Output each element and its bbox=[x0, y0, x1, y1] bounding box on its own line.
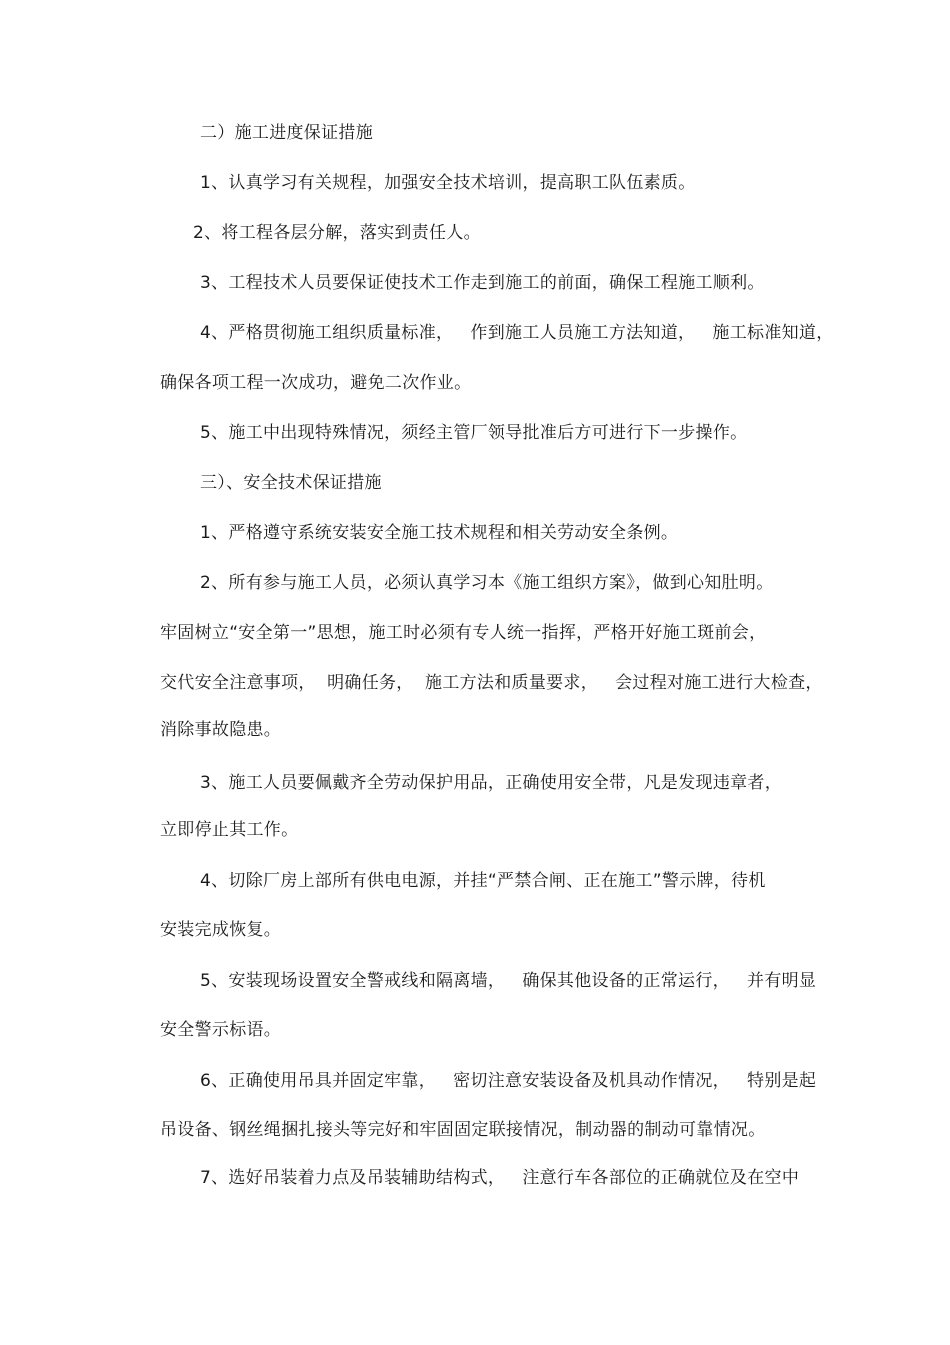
paragraph-line: 立即停止其工作。 bbox=[160, 820, 299, 840]
paragraph-line: 5、安装现场设置安全警戒线和隔离墙， 确保其他设备的正常运行， 并有明显 bbox=[200, 971, 817, 991]
paragraph-line: 安装完成恢复。 bbox=[160, 920, 282, 940]
paragraph-line: 2、将工程各层分解，落实到责任人。 bbox=[193, 223, 481, 243]
paragraph-line: 确保各项工程一次成功，避免二次作业。 bbox=[160, 373, 472, 393]
paragraph-line: 3、工程技术人员要保证使技术工作走到施工的前面，确保工程施工顺利。 bbox=[200, 273, 765, 293]
paragraph-line: 4、严格贯彻施工组织质量标准， 作到施工人员施工方法知道， 施工标准知道， bbox=[200, 323, 834, 343]
paragraph-line: 1、认真学习有关规程，加强安全技术培训，提高职工队伍素质。 bbox=[200, 173, 696, 193]
paragraph-line: 2、所有参与施工人员，必须认真学习本《施工组织方案》，做到心知肚明。 bbox=[200, 573, 774, 593]
paragraph-line: 消除事故隐患。 bbox=[160, 720, 282, 740]
paragraph-line: 3、施工人员要佩戴齐全劳动保护用品，正确使用安全带，凡是发现违章者， bbox=[200, 773, 783, 793]
paragraph-line: 交代安全注意事项， 明确任务， 施工方法和质量要求， 会过程对施工进行大检查， bbox=[160, 673, 823, 693]
paragraph-line: 牢固树立“安全第一”思想，施工时必须有专人统一指挥，严格开好施工斑前会， bbox=[160, 623, 767, 643]
paragraph-line: 吊设备、钢丝绳捆扎接头等完好和牢固固定联接情况，制动器的制动可靠情况。 bbox=[160, 1120, 766, 1140]
paragraph-line: 6、正确使用吊具并固定牢靠， 密切注意安装设备及机具动作情况， 特别是起 bbox=[200, 1071, 817, 1091]
paragraph-line: 7、选好吊装着力点及吊装辅助结构式， 注意行车各部位的正确就位及在空中 bbox=[200, 1168, 800, 1188]
paragraph-line: 5、施工中出现特殊情况，须经主管厂领导批准后方可进行下一步操作。 bbox=[200, 423, 748, 443]
section-heading: 三）、安全技术保证措施 bbox=[200, 473, 382, 493]
paragraph-line: 4、切除厂房上部所有供电电源，并挂“严禁合闸、正在施工”警示牌，待机 bbox=[200, 871, 766, 891]
paragraph-line: 1、严格遵守系统安装安全施工技术规程和相关劳动安全条例。 bbox=[200, 523, 679, 543]
section-heading: 二）施工进度保证措施 bbox=[200, 123, 373, 143]
paragraph-line: 安全警示标语。 bbox=[160, 1020, 282, 1040]
